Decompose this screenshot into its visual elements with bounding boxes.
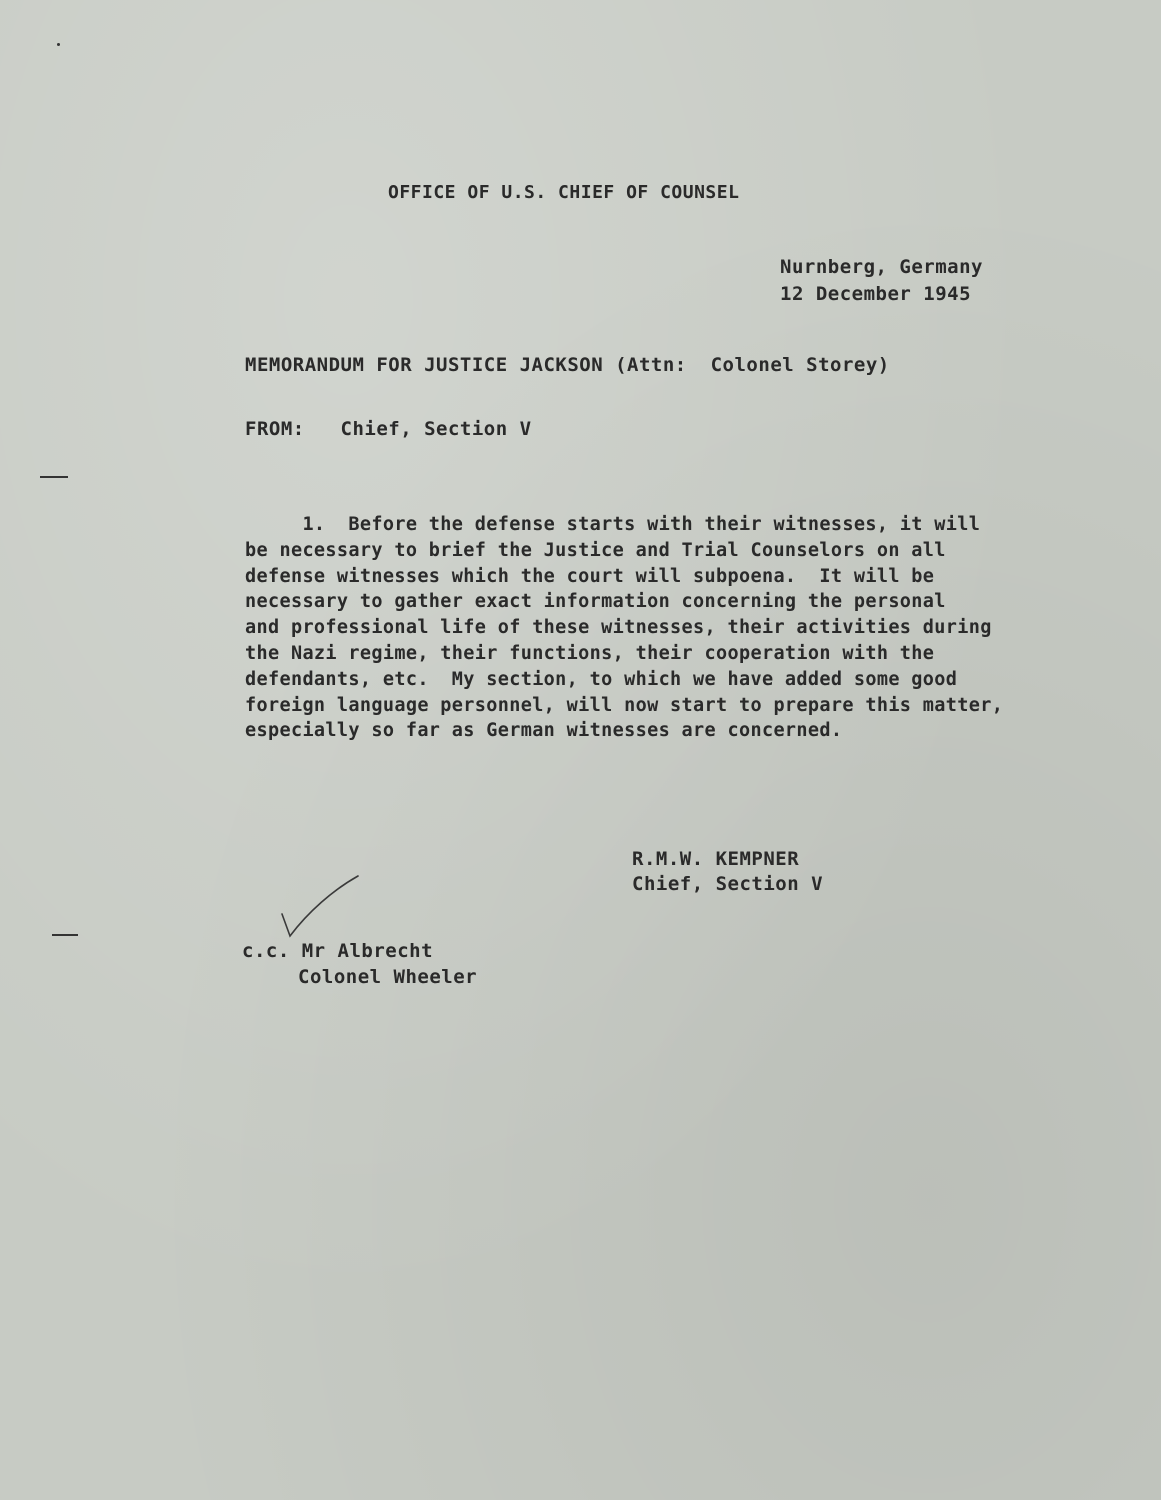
date-line: 12 December 1945 xyxy=(780,283,972,305)
body-line: defense witnesses which the court will subpoena. It will be xyxy=(245,565,935,587)
body-line: necessary to gather exact information concerning the personal xyxy=(245,591,946,613)
place-line: Nurnberg, Germany xyxy=(780,256,983,278)
body-line: 1. Before the defense starts with their witnesses, it will xyxy=(245,514,981,535)
office-header: OFFICE OF U.S. CHIEF OF COUNSEL xyxy=(388,182,740,203)
checkmark-icon xyxy=(278,872,368,942)
body-line: especially so far as German witnesses are concerned. xyxy=(245,720,843,742)
from-line: FROM: Chief, Section V xyxy=(245,418,532,440)
body-line: and professional life of these witnesses, their activities during xyxy=(245,617,992,639)
body-line: defendants, etc. My section, to which we have added some good xyxy=(245,668,958,690)
margin-tick-lower xyxy=(52,934,78,936)
body-line: foreign language personnel, will now start to prepare this matter, xyxy=(245,694,1004,716)
cc-line-albrecht: c.c. Mr Albrecht xyxy=(242,940,434,962)
body-paragraph xyxy=(245,512,1045,744)
speck-mark xyxy=(57,43,60,46)
memorandum-line: MEMORANDUM FOR JUSTICE JACKSON (Attn: Colonel Storey) xyxy=(245,354,890,376)
body-line: be necessary to brief the Justice and Trial Counselors on all xyxy=(245,539,946,561)
signature-title: Chief, Section V xyxy=(632,873,824,895)
body-line: the Nazi regime, their functions, their cooperation with the xyxy=(245,642,935,664)
cc-line-wheeler: Colonel Wheeler xyxy=(298,966,478,988)
margin-tick-upper xyxy=(40,476,68,478)
signature-name: R.M.W. KEMPNER xyxy=(632,848,800,870)
